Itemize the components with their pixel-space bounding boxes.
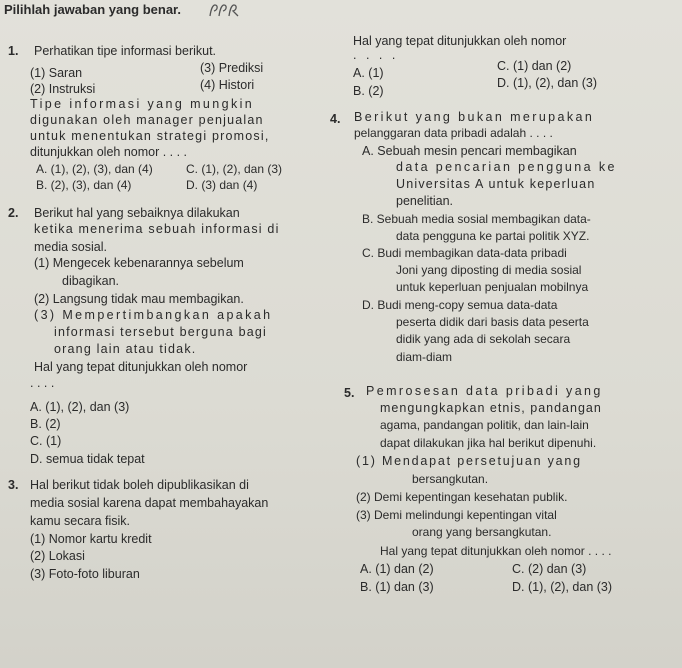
q5-item-line: orang yang bersangkutan. — [412, 525, 552, 539]
q3-option-c: C. (1) dan (2) — [497, 59, 572, 73]
q2-item-line: (2) Langsung tidak mau membagikan. — [34, 292, 244, 306]
q3-question: Hal yang tepat ditunjukkan oleh nomor — [353, 34, 567, 48]
q3-option-d: D. (1), (2), dan (3) — [497, 76, 598, 90]
handwritten-scribble — [207, 1, 247, 19]
q5-stem-line: mengungkapkan etnis, pandangan — [380, 401, 602, 415]
q5-option-a: A. (1) dan (2) — [360, 562, 434, 576]
q1-option-b: B. (2), (3), dan (4) — [36, 178, 132, 192]
q4-stem-line: pelanggaran data pribadi adalah . . . . — [354, 126, 553, 140]
q5-option-b: B. (1) dan (3) — [360, 580, 434, 594]
q1-body-line: ditunjukkan oleh nomor . . . . — [30, 145, 188, 159]
q3-stem-line: kamu secara fisik. — [30, 514, 131, 528]
q2-item-line: informasi tersebut berguna bagi — [54, 325, 267, 339]
q2-option-c: C. (1) — [30, 434, 62, 448]
q1-body-line: digunakan oleh manager penjualan — [30, 113, 264, 127]
q2-option-d: D. semua tidak tepat — [30, 452, 145, 466]
q1-item: (3) Prediksi — [200, 61, 264, 75]
q5-item-line: (1) Mendapat persetujuan yang — [356, 454, 582, 468]
q4-option-c-line: untuk keperluan penjualan mobilnya — [396, 280, 589, 294]
q4-option-c-line: C. Budi membagikan data-data pribadi — [362, 246, 567, 260]
q1-item: (1) Saran — [30, 66, 83, 80]
q4-option-a-line: data pencarian pengguna ke — [396, 160, 617, 174]
q2-question-dots: . . . . — [30, 376, 55, 390]
q1-item: (2) Instruksi — [30, 82, 96, 96]
q5-item-line: bersangkutan. — [412, 472, 489, 486]
q4-option-b-line: data pengguna ke partai politik XYZ. — [396, 229, 590, 243]
q2-option-b: B. (2) — [30, 417, 61, 431]
q5-item-line: (3) Demi melindungi kepentingan vital — [356, 508, 557, 522]
q3-question-dots: . . . . — [353, 48, 399, 62]
q1-body-line: untuk menentukan strategi promosi, — [30, 129, 270, 143]
q1-stem: Perhatikan tipe informasi berikut. — [34, 44, 217, 58]
q1-body-line: Tipe informasi yang mungkin — [30, 97, 255, 111]
q3-stem-line: Hal berikut tidak boleh dipublikasikan di — [30, 478, 249, 492]
q3-option-a: A. (1) — [353, 66, 384, 80]
q2-stem-line: media sosial. — [34, 240, 107, 254]
q2-question: Hal yang tepat ditunjukkan oleh nomor — [34, 360, 248, 374]
q5-stem-line: agama, pandangan politik, dan lain-lain — [380, 418, 589, 432]
q1-option-c: C. (1), (2), dan (3) — [186, 162, 283, 176]
instruction-heading: Pilihlah jawaban yang benar. — [4, 2, 181, 17]
q3-number: 3. — [8, 478, 19, 492]
q3-item: (3) Foto-foto liburan — [30, 567, 140, 581]
q5-question: Hal yang tepat ditunjukkan oleh nomor . . . . — [380, 544, 612, 558]
q2-item-line: dibagikan. — [62, 274, 119, 288]
q2-item-line: (1) Mengecek kebenarannya sebelum — [34, 256, 244, 270]
q5-option-d: D. (1), (2), dan (3) — [512, 580, 613, 594]
q2-option-a: A. (1), (2), dan (3) — [30, 400, 130, 414]
q5-number: 5. — [344, 386, 355, 400]
q4-option-b-line: B. Sebuah media sosial membagikan data- — [362, 212, 591, 226]
q5-stem-line: Pemrosesan data pribadi yang — [366, 384, 603, 398]
q1-option-d: D. (3) dan (4) — [186, 178, 258, 192]
q5-item-line: (2) Demi kepentingan kesehatan publik. — [356, 490, 568, 504]
q4-number: 4. — [330, 112, 341, 126]
q5-stem-line: dapat dilakukan jika hal berikut dipenuhi. — [380, 436, 597, 450]
q3-option-b: B. (2) — [353, 84, 384, 98]
q4-option-a-line: Universitas A untuk keperluan — [396, 177, 596, 191]
q2-stem-line: Berikut hal yang sebaiknya dilakukan — [34, 206, 240, 220]
q4-option-d-line: peserta didik dari basis data peserta — [396, 315, 589, 329]
q4-option-a-line: A. Sebuah mesin pencari membagikan — [362, 144, 577, 158]
q4-option-d-line: D. Budi meng-copy semua data-data — [362, 298, 558, 312]
q3-stem-line: media sosial karena dapat membahayakan — [30, 496, 269, 510]
q5-option-c: C. (2) dan (3) — [512, 562, 587, 576]
q2-number: 2. — [8, 206, 19, 220]
q4-option-a-line: penelitian. — [396, 194, 453, 208]
q1-option-a: A. (1), (2), (3), dan (4) — [36, 162, 153, 176]
q1-item: (4) Histori — [200, 78, 255, 92]
q2-stem-line: ketika menerima sebuah informasi di — [34, 222, 280, 236]
q4-stem-line: Berikut yang bukan merupakan — [354, 110, 595, 124]
q4-option-d-line: diam-diam — [396, 350, 453, 364]
q4-option-c-line: Joni yang diposting di media sosial — [396, 263, 582, 277]
q2-item-line: orang lain atau tidak. — [54, 342, 197, 356]
q1-number: 1. — [8, 44, 19, 58]
q4-option-d-line: didik yang ada di sekolah secara — [396, 332, 571, 346]
q3-item: (1) Nomor kartu kredit — [30, 532, 152, 546]
q3-item: (2) Lokasi — [30, 549, 85, 563]
q2-item-line: (3) Mempertimbangkan apakah — [34, 308, 273, 322]
